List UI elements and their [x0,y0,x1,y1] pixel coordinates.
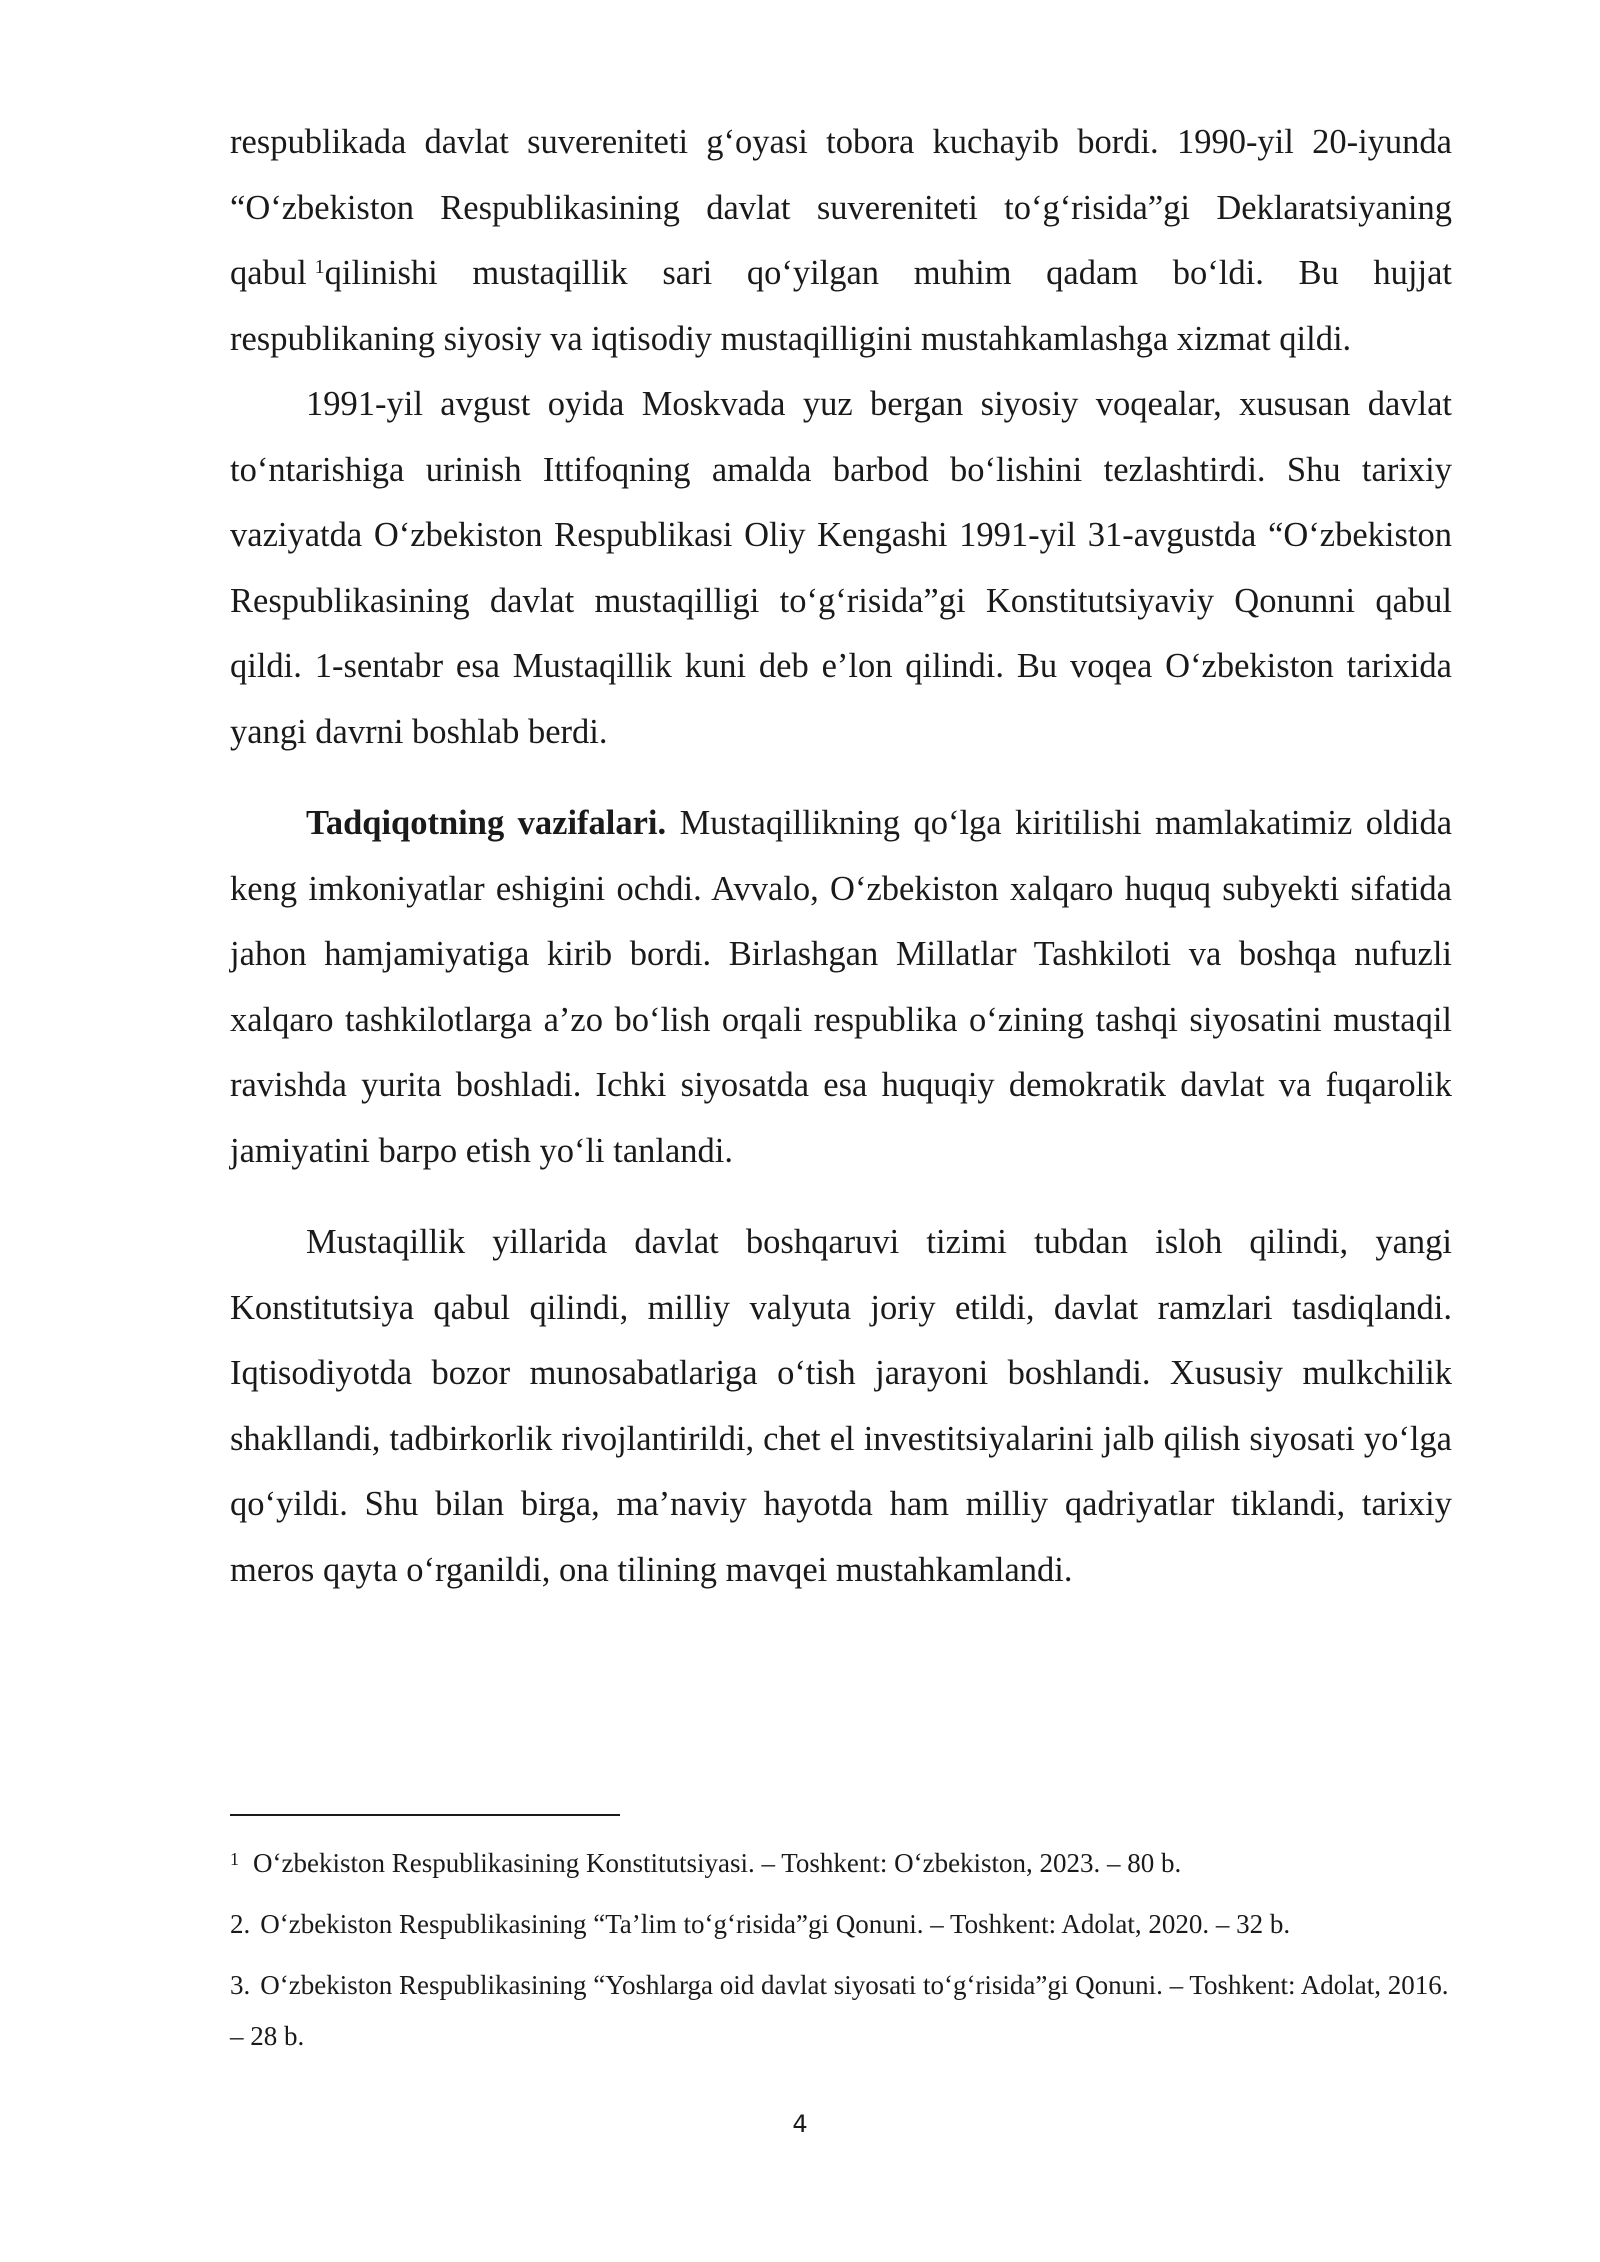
document-page [230,110,1452,1603]
footnote-1-marker: 1 [230,1849,239,1869]
footnotes [230,1838,1452,2062]
footnote-3 [230,1960,1452,2062]
footnote-marker-1[interactable]: 1 [314,256,325,278]
paragraph-3 [230,791,1452,1184]
footnote-2-text: O‘zbekiston Respublikasining “Ta’lim to‘g‘risida”gi Qonuni. – Toshkent: Adolat, 2020. – 32 b. [260,1909,1291,1939]
section-heading: Tadqiqotning vazifalari. [306,804,667,842]
footnote-2-marker: 2. [230,1909,251,1939]
footnote-2 [230,1899,1452,1950]
footnote-3-marker: 3. [230,1970,251,2000]
footnote-separator [230,1814,620,1816]
footnote-3-text: O‘zbekiston Respublikasining “Yoshlarga oid davlat siyosati to‘g‘risida”gi Qonuni. – Toshkent: Adolat, 2016. – 28 b. [230,1970,1449,2051]
footnote-1-text: O‘zbekiston Respublikasining Konstitutsiyasi. – Toshkent: O‘zbekiston, 2023. – 80 b. [253,1848,1182,1878]
footnote-1 [230,1838,1452,1889]
page-number: 4 [792,2110,808,2138]
paragraph-4: Mustaqillik yillarida davlat boshqaruvi tizimi tubdan isloh qilindi, yangi Konstitutsiya qabul qilindi, milliy valyuta joriy etildi, davlat ramzlari tasdiqlandi. Iqtisodiyotda bozor munosabatlariga o‘tish jarayoni boshlandi. Xususiy mulkchilik shakllandi, tadbirkorlik rivojlantirildi, chet el investitsiyalarini jalb qilish siyosati yo‘lga qo‘yildi. Shu bilan birga, ma’naviy hayotda ham milliy qadriyatlar tiklandi, tarixiy meros qayta o‘rganildi, ona tilining mavqei mustahkamlandi. [230,1223,1452,1589]
paragraph-3-text: Mustaqillikning qo‘lga kiritilishi mamlakatimiz oldida keng imkoniyatlar eshigini ochdi. Avvalo, O‘zbekiston xalqaro huquq subyekti sifatida jahon hamjamiyatiga kirib bordi. Birlashgan Millatlar Tashkiloti va boshqa nufuzli xalqaro tashkilotlarga a’zo bo‘lish orqali respublika o‘zining tashqi siyosatini mustaqil ravishda yurita boshladi. Ichki siyosatda esa huquqiy demokratik davlat va fuqarolik jamiyatini barpo etish yo‘li tanlandi. [230,804,1453,1170]
paragraph-1-text-b: qilinishi mustaqillik sari qo‘yilgan muhim qadam bo‘ldi. Bu hujjat respublikaning siyosiy va iqtisodiy mustaqilligini mustahkamlashga xizmat qildi. [230,254,1452,358]
paragraph-1-text-a: respublikada davlat suvereniteti g‘oyasi tobora kuchayib bordi. 1990-yil 20-iyunda “O‘zbekiston Respublikasining davlat suvereniteti to‘g‘risida”gi Deklaratsiyaning qabul [230,123,1452,292]
paragraph-1 [230,110,1452,372]
paragraph-2: 1991-yil avgust oyida Moskvada yuz bergan siyosiy voqealar, xususan davlat to‘ntarishiga urinish Ittifoqning amalda barbod bo‘lishini tezlashtirdi. Shu tarixiy vaziyatda O‘zbekiston Respublikasi Oliy Kengashi 1991-yil 31-avgustda “O‘zbekiston Respublikasining davlat mustaqilligi to‘g‘risida”gi Konstitutsiyaviy Qonunni qabul qildi. 1-sentabr esa Mustaqillik kuni deb e’lon qilindi. Bu voqea O‘zbekiston tarixida yangi davrni boshlab berdi. [230,385,1452,751]
